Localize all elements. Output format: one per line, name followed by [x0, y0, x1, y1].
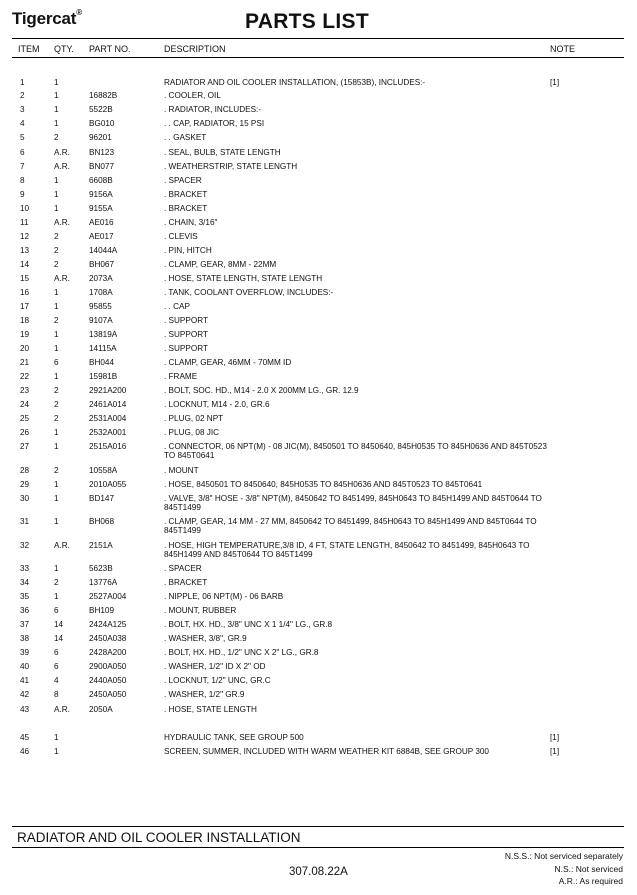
part-number-cell: 10558A	[89, 466, 118, 475]
item-cell: 9	[20, 190, 25, 199]
part-number-cell: 16882B	[89, 91, 118, 100]
qty-cell: A.R.	[54, 274, 70, 283]
qty-cell: 1	[54, 302, 59, 311]
part-number-cell: BN123	[89, 148, 115, 157]
part-number-cell: 5522B	[89, 105, 113, 114]
description-cell: . MOUNT	[164, 466, 199, 475]
qty-cell: A.R.	[54, 541, 70, 550]
part-number-cell: 2515A016	[89, 442, 127, 451]
column-header-description: DESCRIPTION	[164, 44, 226, 54]
qty-cell: 2	[54, 466, 59, 475]
item-cell: 33	[20, 564, 30, 573]
description-cell: . CLAMP, GEAR, 14 MM - 27 MM, 8450642 TO 8451499, 845H0643 TO 845H1499 AND 845T0644 TO 845T1499	[164, 517, 537, 535]
part-number-cell: AE016	[89, 218, 114, 227]
item-cell: 42	[20, 690, 30, 699]
description-cell: . BOLT, HX. HD., 3/8" UNC X 1 1/4" LG., GR.8	[164, 620, 333, 629]
qty-cell: 4	[54, 676, 59, 685]
description-cell: . HOSE, STATE LENGTH	[164, 705, 257, 714]
part-number-cell: BH109	[89, 606, 115, 615]
description-cell: . BRACKET	[164, 190, 208, 199]
item-cell: 24	[20, 400, 30, 409]
qty-cell: A.R.	[54, 162, 70, 171]
qty-cell: 1	[54, 204, 59, 213]
description-cell: . COOLER, OIL	[164, 91, 221, 100]
part-number-cell: 6608B	[89, 176, 113, 185]
qty-cell: 1	[54, 119, 59, 128]
description-cell: . TANK, COOLANT OVERFLOW, INCLUDES:-	[164, 288, 334, 297]
qty-cell: 2	[54, 316, 59, 325]
part-number-cell: 2461A014	[89, 400, 127, 409]
qty-cell: 2	[54, 386, 59, 395]
item-cell: 40	[20, 662, 30, 671]
column-header-note: NOTE	[550, 44, 576, 54]
qty-cell: 2	[54, 400, 59, 409]
item-cell: 27	[20, 442, 30, 451]
description-cell: . HOSE, HIGH TEMPERATURE,3/8 ID, 4 FT, STATE LENGTH, 8450642 TO 8451499, 845H0643 TO 845H1499 AND 845T0644 TO 845T1499	[164, 541, 530, 559]
qty-cell: A.R.	[54, 705, 70, 714]
item-cell: 46	[20, 747, 30, 756]
qty-cell: 1	[54, 288, 59, 297]
part-number-cell: 14044A	[89, 246, 118, 255]
part-number-cell: 95855	[89, 302, 112, 311]
description-cell: . BOLT, SOC. HD., M14 - 2.0 X 200MM LG., GR. 12.9	[164, 386, 359, 395]
description-cell: . SPACER	[164, 176, 202, 185]
tigercat-logo	[12, 9, 82, 29]
item-cell: 13	[20, 246, 30, 255]
part-number-cell: 2532A001	[89, 428, 127, 437]
part-number-cell: 2151A	[89, 541, 113, 550]
description-cell: . CONNECTOR, 06 NPT(M) - 08 JIC(M), 8450501 TO 8450640, 845H0535 TO 845H0636 AND 845T0523 TO 845T0641	[164, 442, 547, 460]
description-cell: . . CAP, RADIATOR, 15 PSI	[164, 119, 265, 128]
part-number-cell: 2900A050	[89, 662, 127, 671]
part-number-cell: 2440A050	[89, 676, 127, 685]
description-cell: . . CAP	[164, 302, 190, 311]
qty-cell: 1	[54, 330, 59, 339]
item-cell: 38	[20, 634, 30, 643]
note-cell: [1]	[550, 747, 560, 756]
part-number-cell: BD147	[89, 494, 115, 503]
qty-cell: 2	[54, 246, 59, 255]
item-cell: 21	[20, 358, 30, 367]
description-cell: . SPACER	[164, 564, 202, 573]
description-cell: . HOSE, STATE LENGTH, STATE LENGTH	[164, 274, 323, 283]
qty-cell: 1	[54, 592, 59, 601]
description-cell: . MOUNT, RUBBER	[164, 606, 237, 615]
item-cell: 28	[20, 466, 30, 475]
qty-cell: 1	[54, 442, 59, 451]
section-title-bar	[12, 826, 624, 848]
item-cell: 35	[20, 592, 30, 601]
qty-cell: 1	[54, 480, 59, 489]
qty-cell: 2	[54, 414, 59, 423]
part-number-cell: 14115A	[89, 344, 117, 353]
description-cell: . HOSE, 8450501 TO 8450640, 845H0535 TO 845H0636 AND 845T0523 TO 845T0641	[164, 480, 483, 489]
part-number-cell: BH068	[89, 517, 115, 526]
item-cell: 36	[20, 606, 30, 615]
qty-cell: 14	[54, 620, 64, 629]
qty-cell: A.R.	[54, 148, 70, 157]
qty-cell: 14	[54, 634, 64, 643]
qty-cell: 2	[54, 133, 59, 142]
item-cell: 10	[20, 204, 30, 213]
qty-cell: 6	[54, 648, 59, 657]
description-cell: . CLEVIS	[164, 232, 198, 241]
item-cell: 43	[20, 705, 30, 714]
qty-cell: 2	[54, 260, 59, 269]
part-number-cell: 2921A200	[89, 386, 127, 395]
description-cell: . PIN, HITCH	[164, 246, 212, 255]
description-cell: . . GASKET	[164, 133, 207, 142]
description-cell: . FRAME	[164, 372, 198, 381]
description-cell: . SUPPORT	[164, 344, 208, 353]
part-number-cell: 2424A125	[89, 620, 127, 629]
part-number-cell: 15981B	[89, 372, 118, 381]
legend-ns: N.S.: Not serviced	[554, 864, 623, 874]
part-number-cell: 9107A	[89, 316, 113, 325]
qty-cell: 2	[54, 578, 59, 587]
page-code: 307.08.22A	[289, 866, 348, 878]
qty-cell: 1	[54, 428, 59, 437]
table-header	[12, 38, 624, 58]
legend-ar: A.R.: As required	[558, 876, 623, 886]
column-header-part-no: PART NO.	[89, 44, 131, 54]
part-number-cell: 13819A	[89, 330, 118, 339]
description-cell: . RADIATOR, INCLUDES:-	[164, 105, 262, 114]
item-cell: 11	[20, 218, 29, 227]
item-cell: 1	[20, 78, 25, 87]
part-number-cell: 96201	[89, 133, 112, 142]
qty-cell: 1	[54, 733, 59, 742]
qty-cell: 6	[54, 606, 59, 615]
note-cell: [1]	[550, 78, 560, 87]
logo-text: Tigercat	[12, 9, 77, 28]
description-cell: HYDRAULIC TANK, SEE GROUP 500	[164, 733, 304, 742]
item-cell: 34	[20, 578, 30, 587]
part-number-cell: 9156A	[89, 190, 113, 199]
section-title: RADIATOR AND OIL COOLER INSTALLATION	[17, 830, 301, 845]
qty-cell: 2	[54, 232, 59, 241]
qty-cell: A.R.	[54, 218, 70, 227]
description-cell: . SUPPORT	[164, 330, 208, 339]
qty-cell: 8	[54, 690, 59, 699]
description-cell: . BOLT, HX. HD., 1/2" UNC X 2" LG., GR.8	[164, 648, 319, 657]
item-cell: 8	[20, 176, 25, 185]
part-number-cell: 1708A	[89, 288, 113, 297]
item-cell: 20	[20, 344, 30, 353]
qty-cell: 1	[54, 372, 59, 381]
qty-cell: 1	[54, 190, 59, 199]
description-cell: RADIATOR AND OIL COOLER INSTALLATION, (15853B), INCLUDES:-	[164, 78, 426, 87]
item-cell: 5	[20, 133, 25, 142]
qty-cell: 1	[54, 747, 59, 756]
item-cell: 32	[20, 541, 30, 550]
item-cell: 17	[20, 302, 30, 311]
description-cell: . PLUG, 08 JIC	[164, 428, 220, 437]
item-cell: 26	[20, 428, 30, 437]
description-cell: . WEATHERSTRIP, STATE LENGTH	[164, 162, 298, 171]
item-cell: 7	[20, 162, 25, 171]
document-title: PARTS LIST	[245, 10, 369, 33]
description-cell: . CLAMP, GEAR, 8MM - 22MM	[164, 260, 277, 269]
item-cell: 3	[20, 105, 25, 114]
item-cell: 14	[20, 260, 30, 269]
part-number-cell: BN077	[89, 162, 115, 171]
item-cell: 12	[20, 232, 30, 241]
part-number-cell: 9155A	[89, 204, 113, 213]
qty-cell: 1	[54, 78, 59, 87]
description-cell: . SUPPORT	[164, 316, 208, 325]
qty-cell: 1	[54, 564, 59, 573]
description-cell: SCREEN, SUMMER, INCLUDED WITH WARM WEATHER KIT 6884B, SEE GROUP 300	[164, 747, 489, 756]
description-cell: . LOCKNUT, 1/2" UNC, GR.C	[164, 676, 271, 685]
part-number-cell: 5623B	[89, 564, 113, 573]
item-cell: 31	[20, 517, 30, 526]
description-cell: . WASHER, 1/2" GR.9	[164, 690, 245, 699]
part-number-cell: 2010A055	[89, 480, 127, 489]
item-cell: 29	[20, 480, 30, 489]
item-cell: 6	[20, 148, 25, 157]
part-number-cell: BG010	[89, 119, 115, 128]
qty-cell: 1	[54, 91, 59, 100]
item-cell: 25	[20, 414, 30, 423]
legend-nss: N.S.S.: Not serviced separately	[504, 851, 623, 861]
description-cell: . SEAL, BULB, STATE LENGTH	[164, 148, 281, 157]
qty-cell: 1	[54, 176, 59, 185]
part-number-cell: 2428A200	[89, 648, 127, 657]
description-cell: . WASHER, 3/8", GR.9	[164, 634, 247, 643]
description-cell: . WASHER, 1/2" ID X 2" OD	[164, 662, 266, 671]
item-cell: 18	[20, 316, 30, 325]
qty-cell: 1	[54, 105, 59, 114]
description-cell: . BRACKET	[164, 204, 208, 213]
part-number-cell: AE017	[89, 232, 114, 241]
part-number-cell: 2450A038	[89, 634, 127, 643]
part-number-cell: 13776A	[89, 578, 118, 587]
description-cell: . NIPPLE, 06 NPT(M) - 06 BARB	[164, 592, 284, 601]
item-cell: 16	[20, 288, 30, 297]
part-number-cell: 2450A050	[89, 690, 127, 699]
qty-cell: 6	[54, 358, 59, 367]
part-number-cell: 2073A	[89, 274, 113, 283]
item-cell: 45	[20, 733, 30, 742]
qty-cell: 1	[54, 517, 59, 526]
item-cell: 41	[20, 676, 30, 685]
part-number-cell: BH044	[89, 358, 115, 367]
description-cell: . PLUG, 02 NPT	[164, 414, 224, 423]
item-cell: 2	[20, 91, 25, 100]
description-cell: . VALVE, 3/8" HOSE - 3/8" NPT(M), 8450642 TO 8451499, 845H0643 TO 845H1499 AND 845T0644 TO 845T1499	[164, 494, 542, 512]
note-cell: [1]	[550, 733, 560, 742]
item-cell: 15	[20, 274, 30, 283]
column-header-qty: QTY.	[54, 44, 74, 54]
item-cell: 37	[20, 620, 30, 629]
item-cell: 19	[20, 330, 30, 339]
part-number-cell: 2050A	[89, 705, 113, 714]
item-cell: 23	[20, 386, 30, 395]
item-cell: 4	[20, 119, 25, 128]
qty-cell: 6	[54, 662, 59, 671]
part-number-cell: BH067	[89, 260, 115, 269]
description-cell: . CHAIN, 3/16"	[164, 218, 218, 227]
trademark-symbol: ®	[76, 8, 82, 18]
item-cell: 30	[20, 494, 30, 503]
qty-cell: 1	[54, 494, 59, 503]
description-cell: . LOCKNUT, M14 - 2.0, GR.6	[164, 400, 270, 409]
part-number-cell: 2527A004	[89, 592, 127, 601]
qty-cell: 1	[54, 344, 59, 353]
item-cell: 39	[20, 648, 30, 657]
item-cell: 22	[20, 372, 30, 381]
column-header-item: ITEM	[18, 44, 40, 54]
description-cell: . BRACKET	[164, 578, 208, 587]
part-number-cell: 2531A004	[89, 414, 127, 423]
description-cell: . CLAMP, GEAR, 46MM - 70MM ID	[164, 358, 292, 367]
